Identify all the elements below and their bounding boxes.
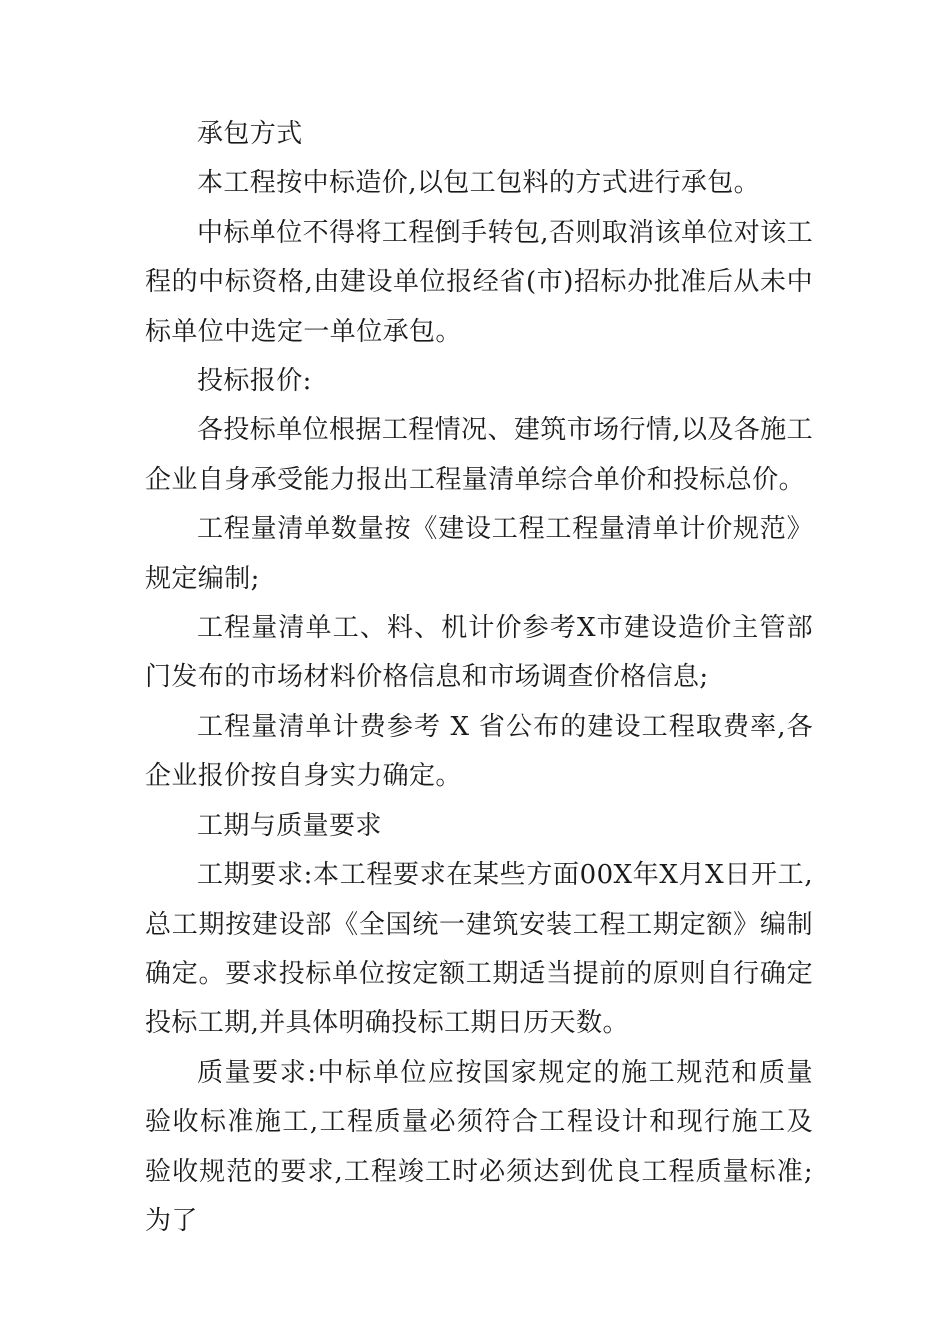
paragraph: 工程量清单数量按《建设工程工程量清单计价规范》规定编制; — [145, 514, 813, 594]
paragraph: 中标单位不得将工程倒手转包,否则取消该单位对该工程的中标资格,由建设单位报经省(市)招标办批准后从未中标单位中选定一单位承包。 — [145, 217, 813, 347]
paragraph: 工程量清单工、料、机计价参考X市建设造价主管部门发布的市场材料价格信息和市场调查价格信息; — [145, 613, 813, 693]
paragraph: 工程量清单计费参考 X 省公布的建设工程取费率,各企业报价按自身实力确定。 — [145, 711, 813, 792]
paragraph: 质量要求:中标单位应按国家规定的施工规范和质量验收标准施工,工程质量必须符合工程设计和现行施工及验收规范的要求,工程竣工时必须达到优良工程质量标准;为了 — [145, 1057, 813, 1236]
section-heading-bid-quotation: 投标报价: — [197, 366, 312, 397]
paragraph: 工期要求:本工程要求在某些方面00X年X月X日开工,总工期按建设部《全国统一建筑安装工程工期定额》编制确定。要求投标单位按定额工期适当提前的原则自行确定投标工期,并具体明确投标工期日历天数。 — [145, 860, 813, 1039]
paragraph: 各投标单位根据工程情况、建筑市场行情,以及各施工企业自身承受能力报出工程量清单综合单价和投标总价。 — [145, 415, 813, 495]
document-body — [145, 110, 813, 1246]
paragraph: 本工程按中标造价,以包工包料的方式进行承包。 — [197, 168, 761, 199]
section-heading-schedule-quality: 工期与质量要求 — [197, 810, 382, 841]
section-heading-contract-method: 承包方式 — [197, 119, 303, 149]
